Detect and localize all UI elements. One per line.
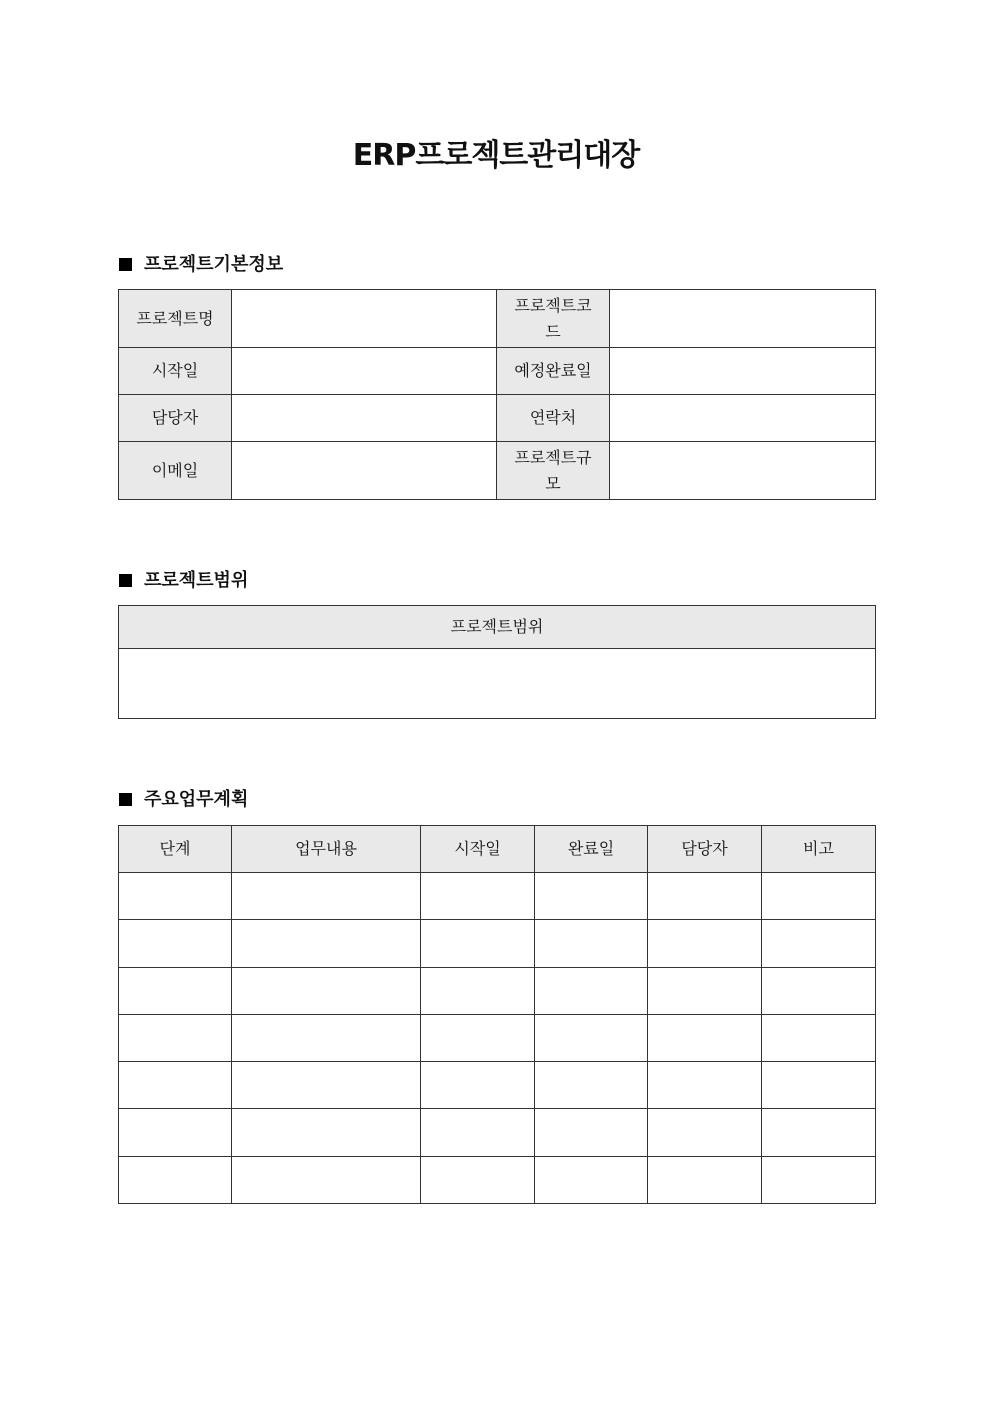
table-row [119, 442, 876, 500]
planned-completion-date-field[interactable] [610, 348, 876, 395]
table-cell[interactable] [648, 920, 762, 968]
table-row [119, 920, 876, 968]
plan-table [118, 825, 876, 1204]
section-heading-plan [119, 788, 248, 812]
table-cell[interactable] [648, 1015, 762, 1062]
table-cell[interactable] [232, 1015, 421, 1062]
field-label: 이메일 [119, 442, 232, 500]
table-cell[interactable] [421, 1109, 535, 1157]
table-row [119, 348, 876, 395]
table-cell[interactable] [232, 1157, 421, 1204]
table-row [119, 1062, 876, 1109]
project-scale-field[interactable] [610, 442, 876, 500]
start-date-field[interactable] [232, 348, 497, 395]
table-row [119, 290, 876, 348]
project-name-field[interactable] [232, 290, 497, 348]
table-cell[interactable] [119, 920, 232, 968]
table-row [119, 1157, 876, 1204]
column-header: 비고 [762, 826, 876, 873]
table-cell[interactable] [119, 1157, 232, 1204]
field-label: 담당자 [119, 395, 232, 442]
column-header: 시작일 [421, 826, 535, 873]
column-header: 프로젝트범위 [119, 606, 876, 649]
column-header: 담당자 [648, 826, 762, 873]
email-field[interactable] [232, 442, 497, 500]
table-cell[interactable] [119, 1109, 232, 1157]
black-square-bullet-icon [119, 574, 132, 587]
table-row [119, 1109, 876, 1157]
contact-field[interactable] [610, 395, 876, 442]
table-cell[interactable] [648, 873, 762, 920]
table-cell[interactable] [232, 968, 421, 1015]
table-cell[interactable] [119, 1062, 232, 1109]
table-cell[interactable] [232, 920, 421, 968]
field-label: 연락처 [497, 395, 610, 442]
table-cell[interactable] [421, 1157, 535, 1204]
table-cell[interactable] [119, 968, 232, 1015]
table-cell[interactable] [762, 1157, 876, 1204]
table-cell[interactable] [648, 1062, 762, 1109]
table-row [119, 1015, 876, 1062]
table-cell[interactable] [762, 920, 876, 968]
table-cell[interactable] [762, 968, 876, 1015]
section-heading-scope [119, 569, 248, 593]
table-cell[interactable] [119, 873, 232, 920]
table-row [119, 649, 876, 719]
table-cell[interactable] [762, 1015, 876, 1062]
field-label: 프로젝트명 [119, 290, 232, 348]
table-cell[interactable] [119, 1015, 232, 1062]
table-cell[interactable] [421, 1062, 535, 1109]
table-header-row [119, 606, 876, 649]
table-cell[interactable] [421, 873, 535, 920]
field-label: 프로젝트규모 [497, 442, 610, 500]
manager-field[interactable] [232, 395, 497, 442]
field-label: 예정완료일 [497, 348, 610, 395]
section-heading-label: 프로젝트기본정보 [144, 254, 284, 275]
table-cell[interactable] [421, 1015, 535, 1062]
table-cell[interactable] [535, 920, 648, 968]
table-cell[interactable] [535, 1062, 648, 1109]
table-cell[interactable] [421, 968, 535, 1015]
column-header: 업무내용 [232, 826, 421, 873]
table-cell[interactable] [762, 873, 876, 920]
field-label: 시작일 [119, 348, 232, 395]
section-heading-label: 주요업무계획 [144, 789, 249, 810]
black-square-bullet-icon [119, 793, 132, 806]
table-cell[interactable] [535, 1109, 648, 1157]
table-row [119, 968, 876, 1015]
table-cell[interactable] [535, 873, 648, 920]
table-row [119, 395, 876, 442]
project-code-field[interactable] [610, 290, 876, 348]
table-cell[interactable] [762, 1062, 876, 1109]
table-cell[interactable] [762, 1109, 876, 1157]
table-row [119, 873, 876, 920]
table-cell[interactable] [648, 1157, 762, 1204]
table-cell[interactable] [648, 968, 762, 1015]
column-header: 완료일 [535, 826, 648, 873]
project-scope-field[interactable] [119, 649, 876, 719]
table-cell[interactable] [535, 968, 648, 1015]
black-square-bullet-icon [119, 258, 132, 271]
section-heading-label: 프로젝트범위 [144, 570, 249, 591]
table-cell[interactable] [421, 920, 535, 968]
basic-info-table [118, 289, 876, 500]
table-cell[interactable] [232, 873, 421, 920]
table-cell[interactable] [232, 1062, 421, 1109]
table-cell[interactable] [232, 1109, 421, 1157]
scope-table [118, 605, 876, 719]
table-header-row [119, 826, 876, 873]
table-cell[interactable] [535, 1015, 648, 1062]
section-heading-basic-info [119, 253, 283, 277]
document-title: ERP프로젝트관리대장 [352, 138, 640, 173]
column-header: 단계 [119, 826, 232, 873]
table-cell[interactable] [535, 1157, 648, 1204]
table-cell[interactable] [648, 1109, 762, 1157]
field-label: 프로젝트코드 [497, 290, 610, 348]
